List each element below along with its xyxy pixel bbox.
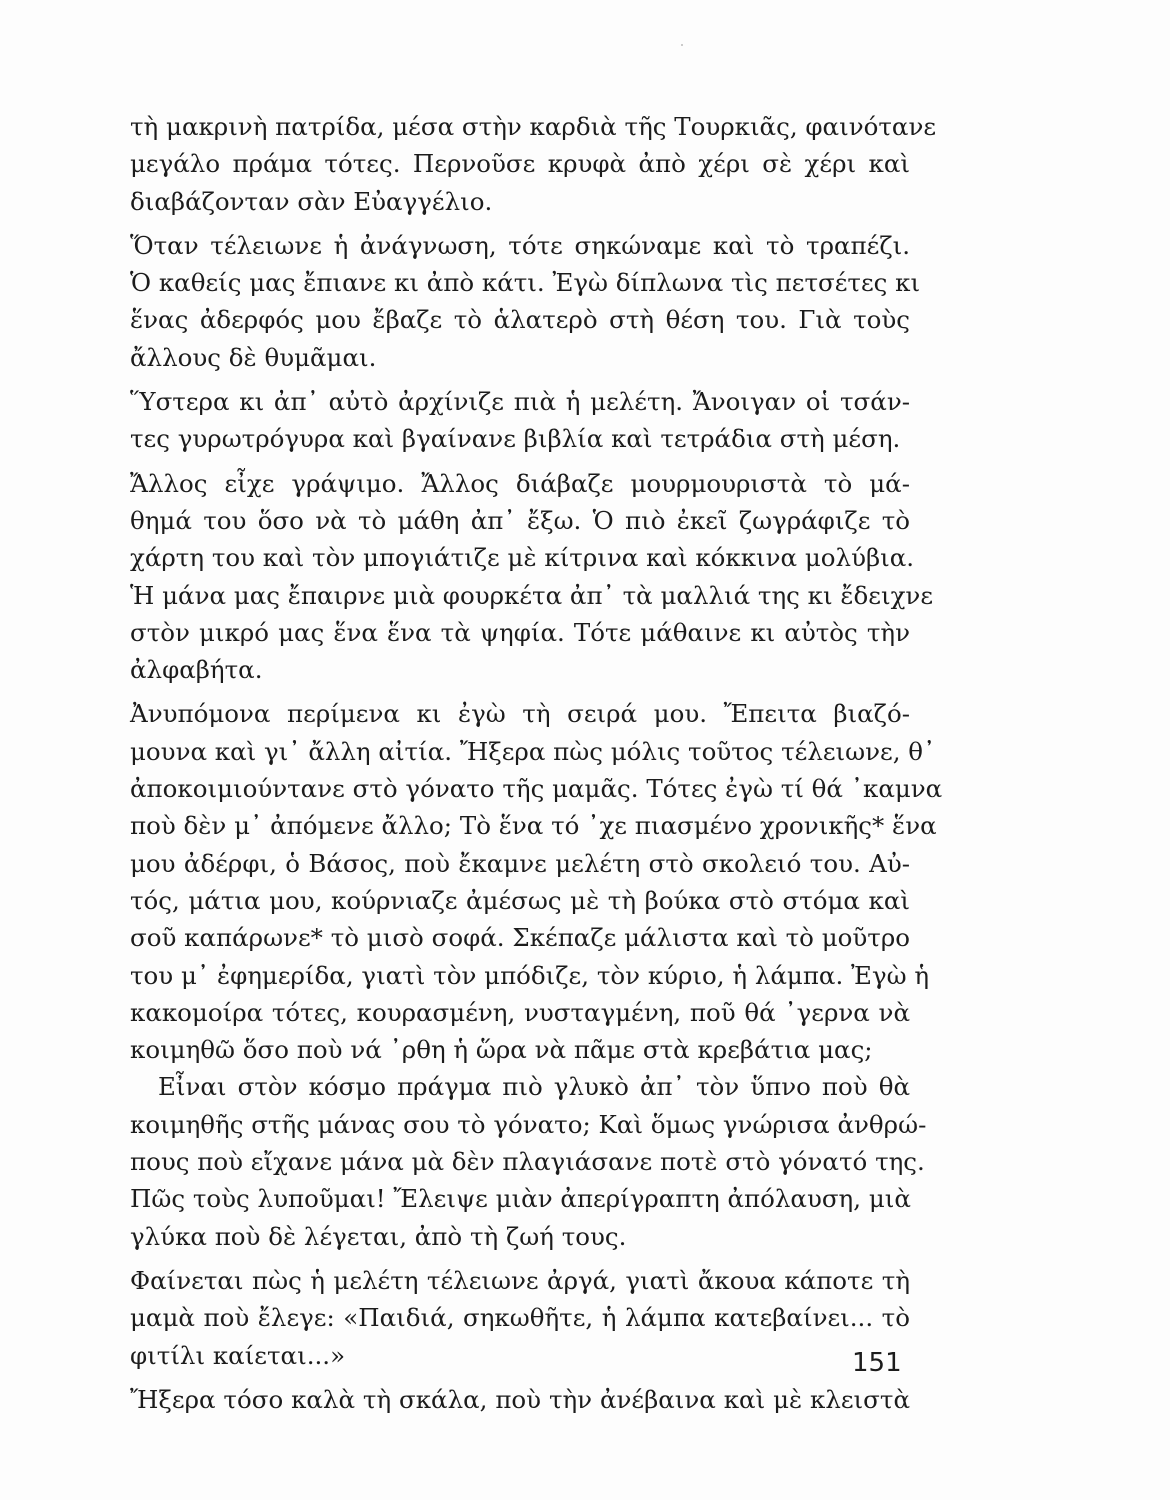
text-line: του μ᾽ ἐφημερίδα, γιατὶ τὸν μπόδιζε, τὸν κύριο, ἡ λάμπα. Ἐγὼ ἡ: [130, 960, 930, 990]
text-line: Φαίνεται πὼς ἡ μελέτη τέλειωνε ἀργά, γιατὶ ἄκουα κάποτε τὴ: [130, 1265, 910, 1295]
text-line: ἄλλους δὲ θυμᾶμαι.: [130, 342, 377, 372]
text-line: κακομοίρα τότες, κουρασμένη, νυσταγμένη, ποῦ θά ᾽γερνα νὰ: [130, 997, 910, 1027]
text-line: σοῦ καπάρωνε* τὸ μισὸ σοφά. Σκέπαζε μάλιστα καὶ τὸ μοῦτρο: [130, 923, 910, 953]
text-line: στὸν μικρό μας ἕνα ἕνα τὰ ψηφία. Τότε μάθαινε κι αὐτὸς τὴν: [130, 617, 910, 647]
text-line: ποὺ δὲν μ᾽ ἀπόμενε ἄλλο; Τὸ ἕνα τό ᾽χε πιασμένο χρονικῆς* ἕνα: [130, 811, 937, 841]
text-line: Ἡ μάνα μας ἔπαιρνε μιὰ φουρκέτα ἀπ᾽ τὰ μαλλιά της κι ἔδειχνε: [130, 580, 934, 610]
text-line: ἀλφαβήτα.: [130, 655, 263, 685]
scan-speck: [681, 44, 683, 46]
text-line: κοιμηθῶ ὅσο ποὺ νά ᾽ρθη ἡ ὥρα νὰ πᾶμε στὰ κρεβάτια μας;: [130, 1035, 873, 1065]
text-line: μουνα καὶ γι᾽ ἄλλη αἰτία. Ἤξερα πὼς μόλις τοῦτος τέλειωνε, θ᾽: [130, 736, 936, 766]
text-line: Ὕστερα κι ἀπ᾽ αὐτὸ ἀρχίνιζε πιὰ ἡ μελέτη. Ἄνοιγαν οἱ τσάν-: [130, 387, 910, 417]
text-line: κοιμηθῆς στῆς μάνας σου τὸ γόνατο; Καὶ ὅμως γνώρισα ἀνθρώ-: [130, 1109, 927, 1139]
text-line: τός, μάτια μου, κούρνιαζε ἀμέσως μὲ τὴ βούκα στὸ στόμα καὶ: [130, 885, 910, 915]
text-line: Ὁ καθείς μας ἔπιανε κι ἀπὸ κάτι. Ἐγὼ δίπλωνα τὶς πετσέτες κι: [130, 268, 921, 298]
text-line: Ἀνυπόμονα περίμενα κι ἐγὼ τὴ σειρά μου. Ἔπειτα βιαζό-: [130, 699, 910, 729]
text-line: τες γυρωτρόγυρα καὶ βγαίνανε βιβλία καὶ τετράδια στὴ μέση.: [130, 424, 901, 454]
text-line: Ἤξερα τόσο καλὰ τὴ σκάλα, ποὺ τὴν ἀνέβαινα καὶ μὲ κλειστὰ: [130, 1384, 910, 1414]
text-line: πους ποὺ εἴχανε μάνα μὰ δὲν πλαγιάσανε ποτὲ στὸ γόνατό της.: [130, 1147, 925, 1177]
text-line: χάρτη του καὶ τὸν μπογιάτιζε μὲ κίτρινα καὶ κόκκινα μολύβια.: [130, 543, 915, 573]
text-line: διαβάζονταν σὰν Εὐαγγέλιο.: [130, 186, 493, 216]
text-line: μου ἀδέρφι, ὁ Βάσος, ποὺ ἔκαμνε μελέτη στὸ σκολειό του. Αὐ-: [130, 848, 910, 878]
text-line: μαμὰ ποὺ ἔλεγε: «Παιδιά, σηκωθῆτε, ἡ λάμπα κατεβαίνει... τὸ: [130, 1303, 910, 1333]
text-line: τὴ μακρινὴ πατρίδα, μέσα στὴν καρδιὰ τῆς Τουρκιᾶς, φαινότανε: [130, 112, 937, 141]
text-line: Πῶς τοὺς λυποῦμαι! Ἔλειψε μιὰν ἀπερίγραπτη ἀπόλαυση, μιὰ: [130, 1184, 911, 1214]
text-line: Ὅταν τέλειωνε ἡ ἀνάγνωση, τότε σηκώναμε καὶ τὸ τραπέζι.: [130, 230, 910, 260]
text-line: μεγάλο πράμα τότες. Περνοῦσε κρυφὰ ἀπὸ χέρι σὲ χέρι καὶ: [130, 149, 910, 179]
body-text: [130, 108, 943, 1418]
text-line: ἀποκοιμιούντανε στὸ γόνατο τῆς μαμᾶς. Τότες ἐγὼ τί θά ᾽καμνα: [130, 774, 943, 804]
text-line: γλύκα ποὺ δὲ λέγεται, ἀπὸ τὴ ζωή τους.: [130, 1221, 627, 1251]
text-line: φιτίλι καίεται...»: [130, 1340, 346, 1370]
text-line: θημά του ὅσο νὰ τὸ μάθη ἀπ᾽ ἔξω. Ὁ πιὸ ἐκεῖ ζωγράφιζε τὸ: [130, 505, 910, 535]
text-line: Εἶναι στὸν κόσμο πράγμα πιὸ γλυκὸ ἀπ᾽ τὸν ὕπνο ποὺ θὰ: [158, 1072, 910, 1102]
text-line: ἕνας ἀδερφός μου ἔβαζε τὸ ἁλατερὸ στὴ θέση του. Γιὰ τοὺς: [130, 305, 910, 335]
text-line: Ἄλλος εἶχε γράψιμο. Ἄλλος διάβαζε μουρμουριστὰ τὸ μά-: [130, 468, 910, 498]
page-number: 151: [852, 1348, 902, 1378]
